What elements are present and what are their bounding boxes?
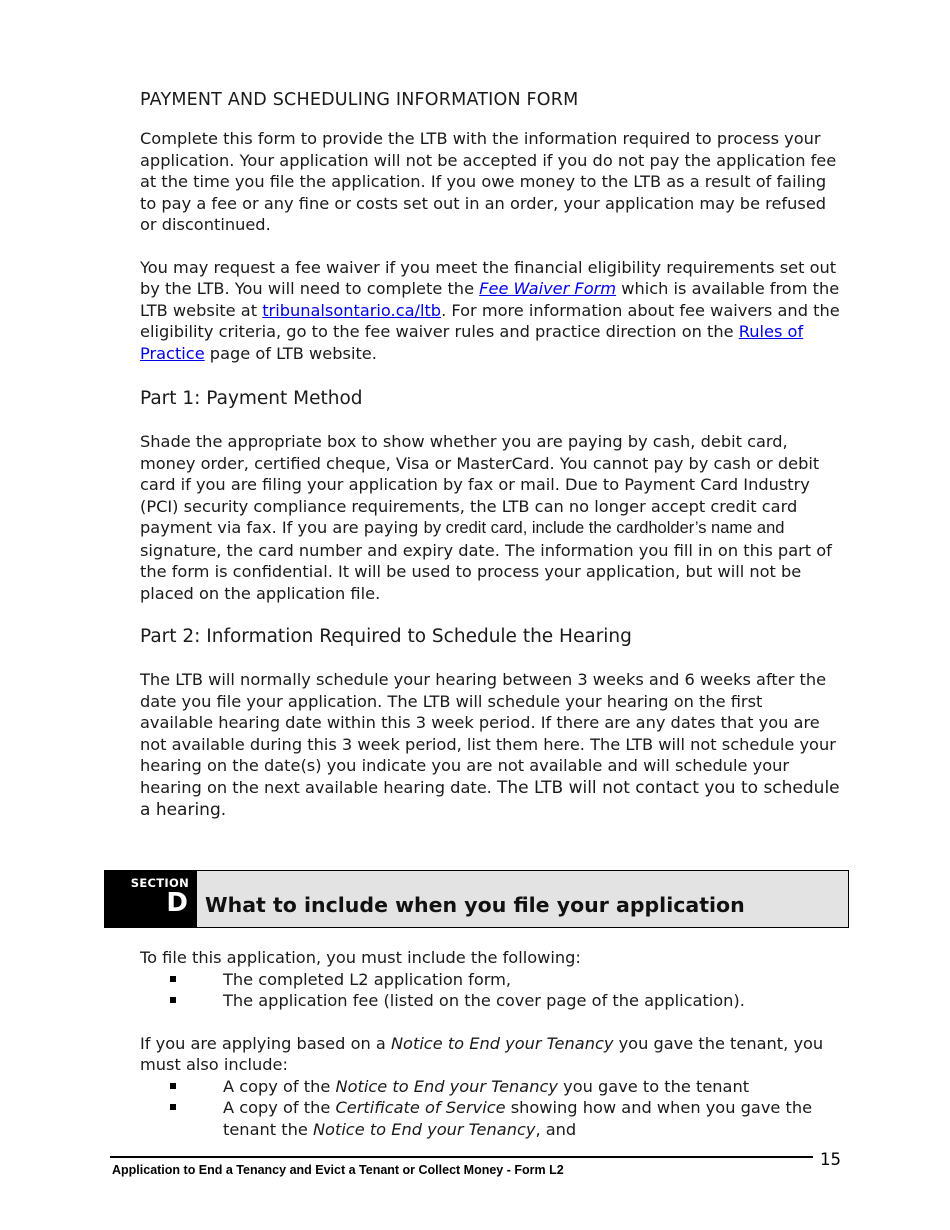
- ltb-website-link[interactable]: tribunalsontario.ca/ltb: [262, 300, 442, 320]
- fee-waiver-form-link[interactable]: Fee Waiver Form: [479, 279, 617, 298]
- square-bullet-icon: [170, 976, 176, 982]
- square-bullet-icon: [170, 997, 176, 1003]
- include-section: [140, 947, 840, 1140]
- include-intro: To file this application, you must include the following:: [140, 948, 581, 967]
- square-bullet-icon: [170, 1104, 176, 1110]
- part1-paragraph: Shade the appropriate box to show whether you are paying by cash, debit card, money order, certified cheque, Visa or MasterCard. You cannot pay by cash or debit card if you are filing your application by fax or mail. Due to Payment Card Industry (PCI) security compliance requirements, the LTB can no longer accept credit card payment via fax. If you are paying by credit card, include the cardholder’s name and signature, the card number and expiry date. The information you fill in on this part of the form is confidential. It will be used to process your application, but will not be placed on the application file.: [140, 432, 832, 603]
- part2-paragraph: The LTB will normally schedule your hearing between 3 weeks and 6 weeks after the date you file your application. The LTB will schedule your hearing on the first available hearing date within this 3 week period. If there are any dates that you are not available during this 3 week period, list them here. The LTB will not schedule your hearing on the date(s) you indicate you are not available and will schedule your hearing on the next available hearing date. The LTB will not contact you to schedule a hearing.: [140, 670, 840, 820]
- footer-title: Application to End a Tenancy and Evict a Tenant or Collect Money - Form L2: [112, 1163, 564, 1177]
- list-item: A copy of the Notice to End your Tenancy you gave to the tenant: [140, 1076, 840, 1098]
- notice-paragraph: If you are applying based on a Notice to End your Tenancy you gave the tenant, you must also include:: [140, 1033, 824, 1074]
- section-d-badge: [105, 871, 197, 927]
- include-list: [140, 969, 840, 1012]
- list-item: The application fee (listed on the cover page of the application).: [140, 990, 840, 1012]
- list-item: The completed L2 application form,: [140, 969, 840, 991]
- list-item: A copy of the Certificate of Service showing how and when you gave the tenant the Notice to End your Tenancy, and: [140, 1097, 840, 1140]
- form-heading: PAYMENT AND SCHEDULING INFORMATION FORM: [140, 90, 579, 110]
- page-number: 15: [820, 1150, 841, 1169]
- section-letter: D: [166, 888, 188, 918]
- square-bullet-icon: [170, 1083, 176, 1089]
- footer-divider: [110, 1156, 813, 1158]
- rules-of-practice-link[interactable]: Rules of Practice: [140, 322, 804, 363]
- section-label: SECTION: [130, 876, 189, 890]
- intro-paragraph-1: Complete this form to provide the LTB with the information required to process your application. Your application will not be accepted if you do not pay the application fee at the time you file the application. If you owe money to the LTB as a result of failing to pay a fee or any fine or costs set out in an order, your application may be refused or discontinued.: [140, 129, 837, 234]
- part2-heading: Part 2: Information Required to Schedule the Hearing: [140, 626, 632, 647]
- instructions-body: [140, 90, 840, 822]
- section-d-header: [104, 870, 849, 928]
- notice-list: [140, 1076, 840, 1141]
- intro-paragraph-2: You may request a fee waiver if you meet the financial eligibility requirements set out by the LTB. You will need to complete the Fee Waiver Form which is available from the LTB website at tribunalsontario.ca/ltb. For more information about fee waivers and the eligibility criteria, go to the fee waiver rules and practice direction on the Rules of Practice page of LTB website.: [140, 257, 840, 363]
- section-d-title: What to include when you file your application: [205, 893, 745, 917]
- part1-heading: Part 1: Payment Method: [140, 388, 363, 409]
